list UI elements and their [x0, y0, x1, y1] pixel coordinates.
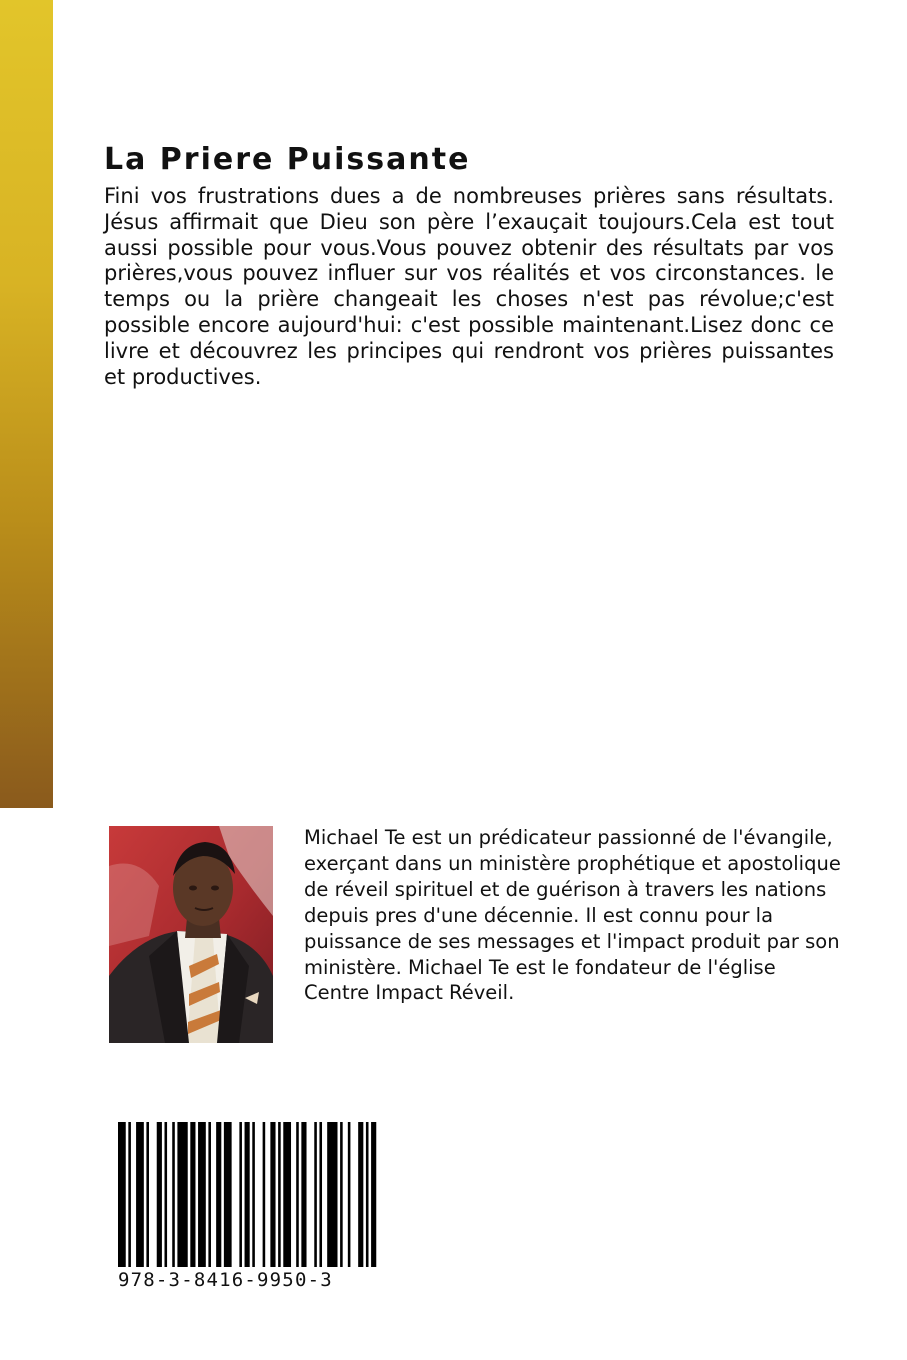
isbn-number: 978-3-8416-9950-3 — [118, 1269, 333, 1291]
barcode-bar — [157, 1122, 162, 1267]
barcode-bar — [327, 1122, 337, 1267]
book-title: La Priere Puissante — [104, 142, 471, 177]
barcode-icon — [118, 1122, 384, 1267]
cover-accent-strip — [0, 0, 53, 808]
barcode-bar — [216, 1122, 221, 1267]
barcode-bar — [348, 1122, 351, 1267]
barcode-bar — [371, 1122, 376, 1267]
author-portrait-icon — [109, 826, 273, 1043]
barcode-bar — [263, 1122, 266, 1267]
barcode-bar — [366, 1122, 369, 1267]
barcode-bar — [224, 1122, 232, 1267]
barcode-bar — [245, 1122, 250, 1267]
barcode-bar — [296, 1122, 299, 1267]
barcode-bar — [239, 1122, 242, 1267]
barcode-bar — [164, 1122, 167, 1267]
barcode-bar — [358, 1122, 363, 1267]
author-bio: Michael Te est un prédicateur passionné de l'évangile, exerçant dans un ministère prophétique et apostolique de réveil spirituel et de guérison à travers les nations depuis pres d'une décennie. Il est connu pour la puissance de ses messages et l'impact produit par son ministère. Michael Te est le fondateur de l'église Centre Impact Réveil. — [304, 826, 841, 1005]
barcode-bar — [270, 1122, 275, 1267]
barcode-bar — [128, 1122, 131, 1267]
barcode-bar — [146, 1122, 149, 1267]
barcode-bar — [278, 1122, 281, 1267]
barcode-bar — [301, 1122, 306, 1267]
barcode-bar — [314, 1122, 317, 1267]
barcode-bar — [208, 1122, 211, 1267]
barcode-bar — [252, 1122, 255, 1267]
barcode-bar — [177, 1122, 187, 1267]
barcode-bar — [190, 1122, 195, 1267]
book-blurb: Fini vos frustrations dues a de nombreuses prières sans résultats. Jésus affirmait que Dieu son père l’exauçait toujours.Cela est tout aussi possible pour vous.Vous pouvez obtenir des résultats par vos prières,vous pouvez influer sur vos réalités et vos circonstances. le temps ou la prière changeait les choses n'est pas révolue;c'est possible encore aujourd'hui: c'est possible maintenant.Lisez donc ce livre et découvrez les principes qui rendront vos prières puissantes et productives. — [104, 184, 834, 389]
barcode-bar — [172, 1122, 175, 1267]
barcode-bar — [198, 1122, 206, 1267]
author-photo — [109, 826, 273, 1043]
barcode-bar — [118, 1122, 126, 1267]
barcode-bar — [283, 1122, 291, 1267]
barcode-bar — [340, 1122, 343, 1267]
barcode-bar — [319, 1122, 322, 1267]
barcode-bar — [136, 1122, 144, 1267]
